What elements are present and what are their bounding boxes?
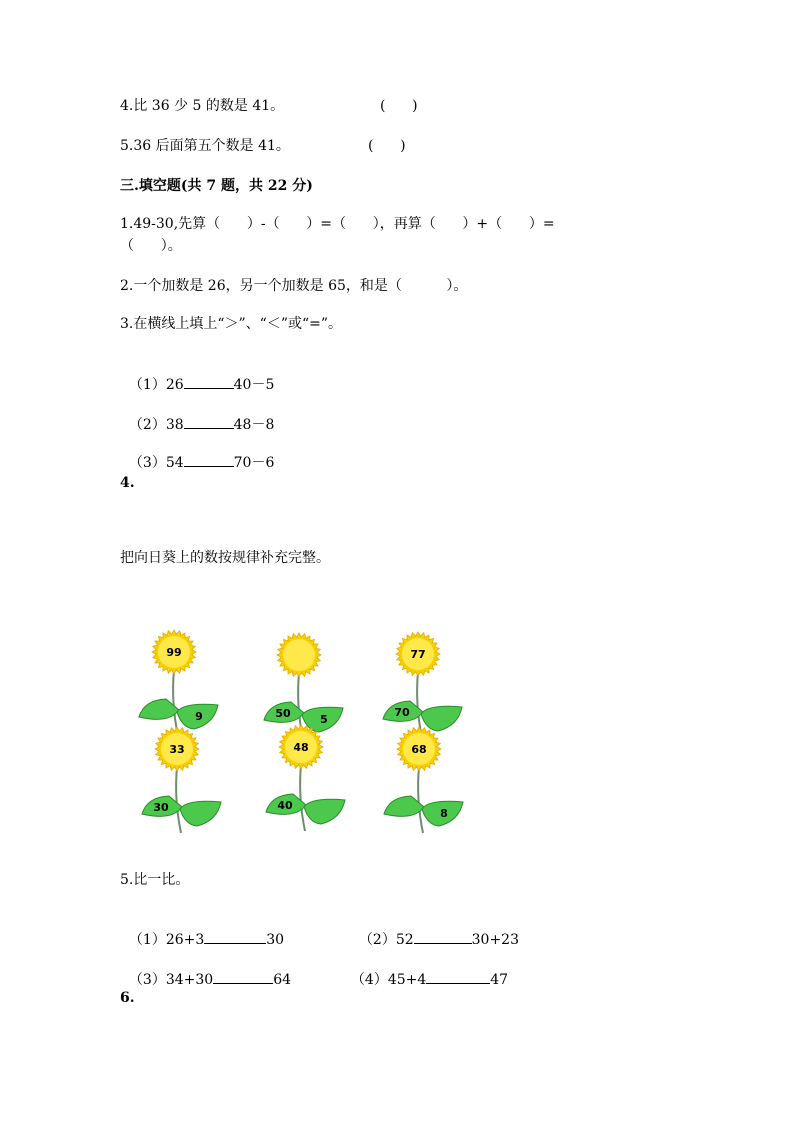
- sunflower: [266, 725, 345, 831]
- compare-item-label: （1）26+3: [128, 932, 205, 948]
- right-leaf: [180, 801, 221, 826]
- sunflower: [264, 633, 343, 739]
- fill-question-3: 3.在横线上填上“＞”、“＜”或“=”。: [120, 316, 343, 332]
- compare-item-3: [120, 432, 274, 473]
- answer-blank[interactable]: [414, 929, 472, 944]
- left-leaf-number: 50: [275, 707, 291, 720]
- answer-blank[interactable]: [184, 414, 234, 429]
- compare-item-label: （4）45+4: [350, 972, 427, 988]
- compare-item-right: 47: [490, 972, 509, 988]
- sunflower-svg: [130, 625, 470, 820]
- right-leaf-number: 5: [320, 713, 328, 726]
- question-5-true-false: 5.36 后面第五个数是 41。: [120, 138, 290, 154]
- compare-5-item-3: [120, 949, 291, 990]
- right-leaf-number: 8: [440, 807, 448, 820]
- answer-blank[interactable]: [213, 969, 273, 984]
- compare-5-item-1: [120, 909, 284, 950]
- right-leaf: [304, 799, 345, 824]
- compare-item-label: （2）52: [358, 932, 414, 948]
- question-4-true-false: 4.比 36 少 5 的数是 41。: [120, 98, 285, 114]
- sunflower: [383, 632, 462, 738]
- fill-question-4-number: 4.: [120, 475, 135, 491]
- compare-item-right: 30+23: [471, 932, 519, 948]
- left-leaf-number: 30: [153, 801, 169, 814]
- compare-item-right: 30: [266, 932, 285, 948]
- right-leaf-number: 9: [195, 710, 203, 723]
- left-leaf-number: 40: [277, 799, 293, 812]
- sunflower: [384, 727, 463, 833]
- fill-question-5: 5.比一比。: [120, 872, 190, 888]
- answer-blank[interactable]: [184, 452, 234, 467]
- answer-paren-4[interactable]: ( ): [380, 98, 418, 114]
- center-number: 48: [293, 741, 309, 754]
- fill-question-4-text: 把向日葵上的数按规律补充完整。: [120, 550, 330, 566]
- compare-item-right: 40－5: [233, 377, 275, 393]
- compare-item-label: （2）38: [128, 417, 184, 433]
- sunflower: [139, 630, 218, 736]
- compare-item-label: （3）34+30: [128, 972, 214, 988]
- stem: [300, 765, 305, 831]
- compare-item-right: 48－8: [233, 417, 275, 433]
- compare-item-1: [120, 354, 274, 395]
- fill-question-6-number: 6.: [120, 990, 135, 1006]
- stem: [418, 767, 423, 833]
- compare-5-item-4: [342, 949, 508, 990]
- center-number: 77: [410, 648, 426, 661]
- left-leaf-number: 70: [394, 706, 410, 719]
- answer-blank[interactable]: [204, 929, 266, 944]
- answer-blank[interactable]: [426, 969, 490, 984]
- flower-center: [283, 639, 315, 671]
- center-number: 68: [411, 743, 427, 756]
- compare-item-right: 70－6: [233, 455, 275, 471]
- fill-question-1-line2: （ ）。: [120, 238, 182, 254]
- fill-question-2: 2.一个加数是 26，另一个加数是 65，和是（ ）。: [120, 278, 468, 294]
- compare-item-2: [120, 394, 274, 435]
- right-leaf: [421, 706, 462, 731]
- compare-item-label: （1）26: [128, 377, 184, 393]
- answer-paren-5[interactable]: ( ): [368, 138, 406, 154]
- sunflower-figure: [130, 625, 470, 820]
- compare-5-item-2: [350, 909, 519, 950]
- center-number: 33: [169, 743, 185, 756]
- compare-item-right: 64: [273, 972, 292, 988]
- sunflower: [142, 727, 221, 833]
- stem: [176, 767, 181, 833]
- center-number: 99: [166, 646, 182, 659]
- stem: [173, 670, 178, 736]
- fill-question-1-line1: 1.49-30,先算（ ）-（ ）=（ ），再算（ ）+（ ）=: [120, 216, 555, 232]
- section-title-fill-blank: 三.填空题(共 7 题，共 22 分): [120, 178, 313, 194]
- answer-blank[interactable]: [184, 374, 234, 389]
- compare-item-label: （3）54: [128, 455, 184, 471]
